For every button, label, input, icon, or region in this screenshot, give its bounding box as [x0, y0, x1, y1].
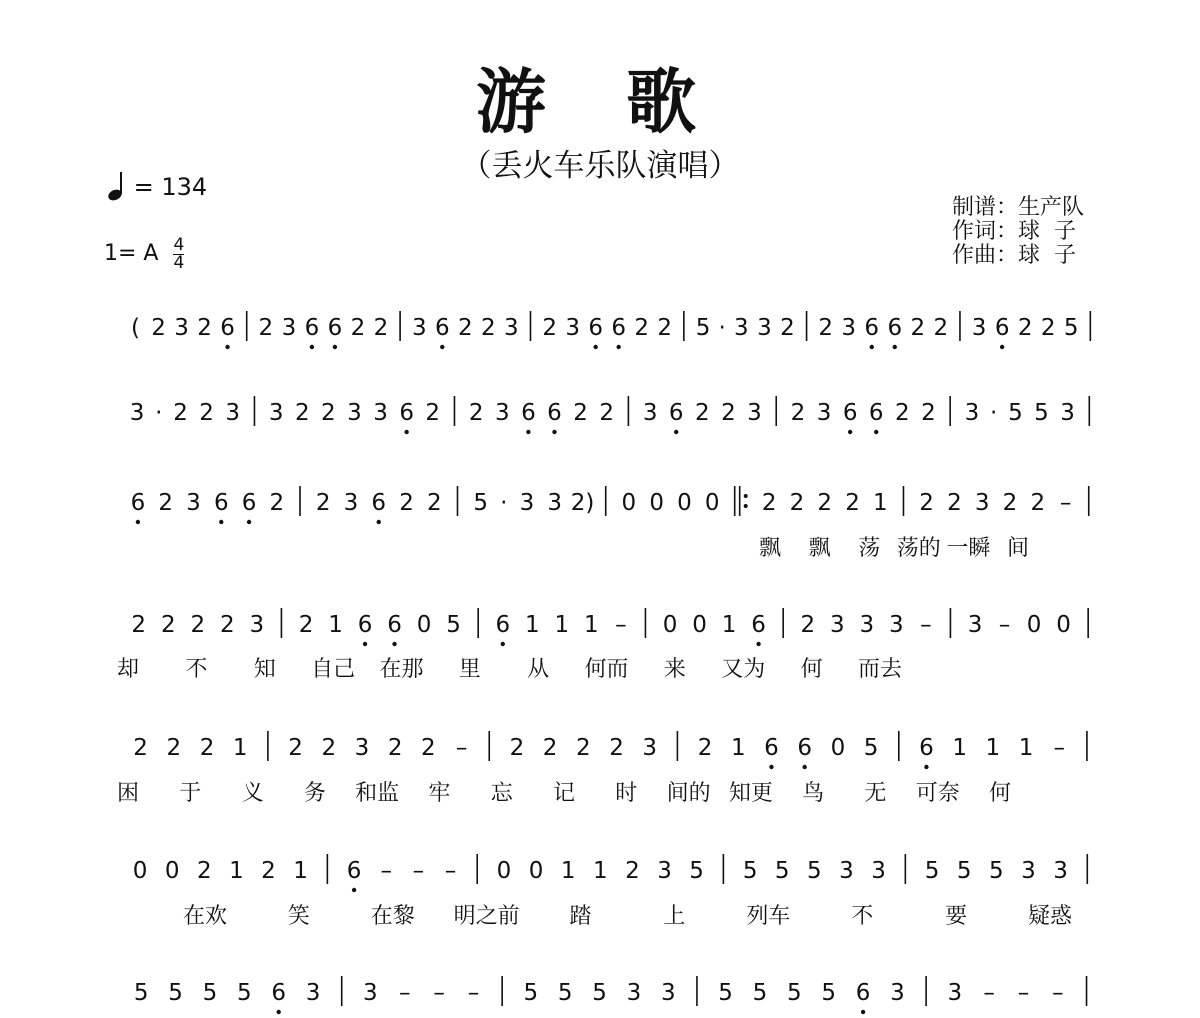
score-note: 0 [692, 612, 707, 638]
score-note: 5 [523, 980, 539, 1006]
score-note: 5 [821, 980, 837, 1006]
lyric-word: 而去 [857, 657, 903, 682]
score-note: 2 [315, 490, 331, 516]
dash-extension: – [380, 858, 392, 884]
score-note: 3 [890, 980, 905, 1006]
lyric-word: 无 [864, 781, 887, 806]
time-signature-bottom: 4 [173, 252, 185, 273]
score-note: 3 [971, 315, 987, 341]
score-note: 6 [868, 400, 884, 426]
score-note: 2 [421, 735, 436, 761]
arranger-credit: 制谱：生产队 [952, 195, 1085, 220]
score-note: 0 [704, 490, 720, 516]
score-note: 6 [220, 315, 235, 341]
score-note: 5 [202, 980, 218, 1006]
score-note: 2 [190, 612, 206, 638]
score-note: 5 [752, 980, 768, 1006]
score-note: 2 [288, 735, 303, 761]
low-octave-dot [874, 430, 878, 434]
lyric-word: 自己 [311, 657, 356, 682]
score-note: 2 [895, 400, 910, 426]
score-note: 2 [789, 490, 805, 516]
score-note: 6 [764, 735, 779, 761]
score-note: 2 [921, 400, 936, 426]
score-note: 2 [321, 400, 336, 426]
score-note: 5 [988, 858, 1004, 884]
score-note: 1 [232, 735, 248, 761]
lyric-word: 于 [179, 781, 202, 806]
score-note: 2 [573, 400, 588, 426]
score-note: 2 [427, 490, 442, 516]
score-note: 2 [634, 315, 649, 341]
song-title: 游 歌 [475, 61, 725, 143]
score-note: 0 [132, 858, 148, 884]
score-note: 6 [346, 858, 362, 884]
score-note: 2 [373, 315, 389, 341]
score-note: 0 [662, 612, 678, 638]
score-note: 2 [599, 400, 614, 426]
low-octave-dot [848, 430, 852, 434]
score-note: 2 [197, 315, 212, 341]
score-note: 2 [609, 735, 624, 761]
score-note: 2 [910, 315, 926, 341]
score-note: 5 [1008, 400, 1023, 426]
low-octave-dot [893, 345, 897, 349]
score-note: 2 [133, 735, 148, 761]
lyric-word: 在那 [379, 657, 424, 682]
lyric-word: 在欢 [182, 904, 228, 929]
score-note: 3 [974, 490, 990, 516]
score-note: 5 [236, 980, 252, 1006]
score-note: 2 [761, 490, 777, 516]
score-note: 3 [249, 612, 265, 638]
score-note: 6 [797, 735, 813, 761]
augmentation-dot: · [989, 400, 998, 426]
score-note: 1 [554, 612, 570, 638]
score-note: 2 [947, 490, 962, 516]
score-note: 2) [570, 490, 595, 516]
score-note: 2 [933, 315, 949, 341]
score-note: 2 [480, 315, 496, 341]
score-note: 2 [468, 400, 484, 426]
tempo-value: = 134 [133, 173, 208, 201]
score-note: 2 [817, 490, 833, 516]
score-note: 5 [446, 612, 461, 638]
score-note: 3 [363, 980, 378, 1006]
score-note: 3 [657, 858, 672, 884]
lyric-word: 何 [800, 657, 823, 682]
lyric-word: 上 [663, 904, 686, 929]
score-note: 3 [503, 315, 519, 341]
lyric-word: 困 [116, 781, 140, 806]
score-note: 2 [387, 735, 403, 761]
score-note: 6 [919, 735, 934, 761]
score-note: 3 [1021, 858, 1036, 884]
score-note: 5 [924, 858, 940, 884]
lyric-word: 要 [945, 904, 968, 929]
score-note: 2 [1040, 315, 1056, 341]
score-note: 1 [721, 612, 737, 638]
score-note: 1 [1018, 735, 1034, 761]
score-note: 2 [350, 315, 366, 341]
score-note: 2 [131, 612, 147, 638]
lyric-word: 明之前 [453, 904, 520, 929]
score-note: 5 [774, 858, 790, 884]
score-note: 1 [985, 735, 1001, 761]
low-octave-dot [756, 642, 760, 646]
score-note: 3 [411, 315, 427, 341]
score-note: 5 [1063, 315, 1079, 341]
score-note: 6 [357, 612, 373, 638]
dash-extension: – [444, 858, 457, 884]
score-note: 3 [757, 315, 772, 341]
score-note: 6 [751, 612, 766, 638]
low-octave-dot [276, 1010, 280, 1014]
score-note: 2 [199, 735, 215, 761]
score-note: 5 [742, 858, 758, 884]
score-note: 2 [625, 858, 640, 884]
low-octave-dot [1000, 345, 1004, 349]
lyricist-credit: 作词：球 子 [952, 219, 1076, 244]
augmentation-dot: · [718, 315, 726, 341]
score-note: 6 [864, 315, 880, 341]
low-octave-dot [802, 765, 806, 769]
score-note: 5 [133, 980, 149, 1006]
score-note: 6 [434, 315, 450, 341]
score-note: 5 [695, 315, 711, 341]
score-note: 6 [371, 490, 387, 516]
score-note: 2 [509, 735, 525, 761]
score-note: 2 [199, 400, 214, 426]
score-note: 3 [343, 490, 359, 516]
lyric-word: 牢 [428, 781, 451, 806]
score-note: 3 [347, 400, 362, 426]
score-note: 1 [524, 612, 540, 638]
score-note: 6 [521, 400, 536, 426]
score-note: 6 [994, 315, 1010, 341]
dash-extension: – [467, 980, 480, 1006]
score-note: 5 [863, 735, 879, 761]
score-note: 0 [528, 858, 544, 884]
score-note: 1 [952, 735, 967, 761]
score-note: 3 [494, 400, 510, 426]
score-note: 3 [373, 400, 388, 426]
score-note: 6 [588, 315, 603, 341]
score-note: 6 [327, 315, 343, 341]
score-note: 2 [542, 315, 557, 341]
score-note: 3 [964, 400, 980, 426]
score-note: 2 [160, 612, 176, 638]
score-note: 3 [565, 315, 580, 341]
low-octave-dot [861, 1010, 865, 1014]
low-octave-dot [552, 430, 556, 434]
lyric-word: 知 [253, 657, 276, 682]
lyric-word: 里 [458, 657, 481, 682]
lyric-word: 却 [116, 657, 140, 682]
score-note: 3 [281, 315, 297, 341]
lyric-word: 间的 [666, 781, 711, 806]
score-note: 2 [1030, 490, 1046, 516]
score-note: 2 [425, 400, 441, 426]
score-note: 2 [219, 612, 235, 638]
lyric-word: 时 [615, 781, 638, 806]
score-note: 0 [1026, 612, 1042, 638]
score-note: 1 [293, 858, 308, 884]
score-note: 3 [947, 980, 963, 1006]
lyric-word: 记 [552, 781, 576, 806]
score-note: 2 [780, 315, 795, 341]
lyric-word: 知更 [728, 781, 773, 806]
lyric-word: 务 [303, 781, 326, 806]
score-note: 3 [859, 612, 875, 638]
score-note: 6 [547, 400, 562, 426]
score-note: 1 [584, 612, 599, 638]
score-note: 3 [174, 315, 189, 341]
score-note: 1 [730, 735, 746, 761]
dash-extension: – [433, 980, 445, 1006]
score-note: 2 [196, 858, 212, 884]
low-octave-dot [440, 345, 444, 349]
score-note: 3 [871, 858, 886, 884]
key-label: 1= A [104, 241, 159, 266]
lyric-word: 何 [988, 781, 1012, 806]
low-octave-dot [526, 430, 530, 434]
low-octave-dot [377, 520, 381, 524]
score-note: 6 [855, 980, 871, 1006]
score-note: 3 [225, 400, 241, 426]
score-note: 5 [689, 858, 704, 884]
score-note: 3 [1060, 400, 1075, 426]
lyric-word: 不 [851, 904, 874, 929]
low-octave-dot [363, 642, 367, 646]
score-note: 6 [887, 315, 903, 341]
low-octave-dot [501, 642, 505, 646]
score-note: 0 [677, 490, 692, 516]
score-note: 3 [268, 400, 284, 426]
score-note: 0 [416, 612, 432, 638]
score-note: 2 [919, 490, 934, 516]
low-octave-dot [870, 345, 874, 349]
score-note: 5 [787, 980, 802, 1006]
score-note: 2 [399, 490, 414, 516]
score-note: 2 [542, 735, 558, 761]
score-note: 3 [547, 490, 563, 516]
lyric-word: 踏 [569, 904, 592, 929]
score-note: 1 [229, 858, 244, 884]
score-note: 0 [1056, 612, 1071, 638]
score-note: 5 [592, 980, 607, 1006]
score-note: 6 [304, 315, 320, 341]
score-note: 2 [151, 315, 166, 341]
score-note: 2 [845, 490, 860, 516]
dash-extension: – [998, 612, 1011, 638]
score-note: 2 [261, 858, 276, 884]
dash-extension: – [455, 735, 468, 761]
low-octave-dot [247, 520, 251, 524]
lyric-word: 间 [1006, 536, 1030, 561]
score-note: 6 [399, 400, 414, 426]
score-note: 2 [298, 612, 314, 638]
score-note: 3 [642, 735, 658, 761]
lyric-word: 飘 [808, 536, 831, 561]
score-note: 3 [967, 612, 983, 638]
low-octave-dot [333, 345, 337, 349]
dash-extension: – [615, 612, 627, 638]
score-note: 0 [164, 858, 180, 884]
score-note: 3 [354, 735, 370, 761]
lyric-word: 飘 [758, 536, 782, 561]
score-note: 1 [592, 858, 608, 884]
augmentation-dot: · [500, 490, 508, 516]
score-note: 3 [626, 980, 642, 1006]
score-note: 5 [168, 980, 183, 1006]
score-note: 6 [668, 400, 684, 426]
lyric-word: 列车 [746, 904, 791, 929]
dash-extension: – [920, 612, 932, 638]
score-note: 2 [694, 400, 710, 426]
score-note: 2 [697, 735, 713, 761]
lyric-word: 忘 [490, 781, 513, 806]
score-note: 6 [271, 980, 287, 1006]
score-note: 3 [734, 315, 749, 341]
augmentation-dot: · [155, 400, 163, 426]
low-octave-dot [225, 345, 229, 349]
score-note: 3 [747, 400, 762, 426]
score-note: 2 [721, 400, 736, 426]
score-note: 3 [839, 858, 854, 884]
score-note: 1 [560, 858, 576, 884]
score-note: 3 [642, 400, 658, 426]
low-octave-dot [392, 642, 396, 646]
score-note: 6 [130, 490, 146, 516]
score-note: 5 [718, 980, 733, 1006]
score-note: 3 [1053, 858, 1068, 884]
score-note: 3 [519, 490, 535, 516]
lyric-word: 可奈 [915, 781, 960, 806]
lyric-word: 在黎 [370, 904, 415, 929]
score-note: 2 [657, 315, 673, 341]
dash-extension: – [1017, 980, 1030, 1006]
low-octave-dot [593, 345, 597, 349]
score-note: 0 [621, 490, 637, 516]
score-note: 5 [473, 490, 488, 516]
score-note: 2 [576, 735, 591, 761]
score-note: 3 [816, 400, 832, 426]
low-octave-dot [219, 520, 223, 524]
score-note: 2 [158, 490, 174, 516]
lyric-word: 又为 [721, 657, 766, 682]
score-note: 6 [387, 612, 402, 638]
low-octave-dot [404, 430, 408, 434]
score-note: 2 [457, 315, 473, 341]
lyric-word: 一瞬 [946, 536, 991, 561]
score-note: 1 [872, 490, 888, 516]
dash-extension: – [983, 980, 995, 1006]
composer-credit: 作曲：球 子 [952, 243, 1076, 268]
score-note: 2 [1002, 490, 1018, 516]
score-note: 6 [213, 490, 229, 516]
score-note: 5 [956, 858, 972, 884]
score-note: 0 [830, 735, 846, 761]
score-note: 6 [495, 612, 511, 638]
low-octave-dot [310, 345, 314, 349]
score-note: 2 [818, 315, 834, 341]
score-note: 5 [1034, 400, 1049, 426]
score-note: 5 [807, 858, 822, 884]
lyric-word: 荡的 [896, 536, 941, 561]
score-note: 1 [328, 612, 343, 638]
score-note: 3 [888, 612, 904, 638]
score-note: 2 [294, 400, 310, 426]
low-octave-dot [924, 765, 928, 769]
score-note: 3 [660, 980, 676, 1006]
time-signature-top: 4 [173, 234, 185, 255]
dash-extension: – [398, 980, 411, 1006]
score-note: 2 [258, 315, 274, 341]
score-note: 0 [496, 858, 512, 884]
score-note: 2 [269, 490, 285, 516]
performer-subtitle: （丢火车乐队演唱） [460, 148, 740, 184]
score-note: 0 [649, 490, 664, 516]
dash-extension: – [412, 858, 425, 884]
lyric-word: 疑惑 [1027, 904, 1073, 929]
score-note: 2 [173, 400, 188, 426]
score-note: 3 [841, 315, 857, 341]
score-note: ( [131, 315, 140, 341]
lyric-word: 和监 [355, 781, 400, 806]
lyric-word: 鸟 [802, 781, 825, 806]
low-octave-dot [352, 888, 356, 892]
score-note: 6 [241, 490, 257, 516]
lyric-word: 义 [241, 781, 264, 806]
dash-extension: – [1052, 980, 1064, 1006]
lyric-word: 来 [663, 657, 686, 682]
score-note: 3 [186, 490, 201, 516]
low-octave-dot [136, 520, 140, 524]
dash-extension: – [1059, 490, 1072, 516]
score-note: 3 [129, 400, 145, 426]
lyric-word: 不 [185, 657, 208, 682]
low-octave-dot [616, 345, 620, 349]
lyric-word: 荡 [858, 536, 881, 561]
score-note: 2 [800, 612, 816, 638]
score-note: 6 [842, 400, 858, 426]
score-note: 3 [305, 980, 321, 1006]
score-note: 2 [1017, 315, 1033, 341]
score-note: 2 [166, 735, 182, 761]
low-octave-dot [674, 430, 678, 434]
repeat-start-sign [735, 486, 748, 516]
score-note: 2 [790, 400, 806, 426]
score-note: 5 [557, 980, 573, 1006]
low-octave-dot [769, 765, 773, 769]
dash-extension: – [1053, 735, 1066, 761]
lyric-word: 从 [527, 657, 550, 682]
lyric-word: 何而 [584, 657, 629, 682]
score-note: 2 [321, 735, 337, 761]
lyric-word: 笑 [287, 904, 310, 929]
score-note: 6 [611, 315, 626, 341]
score-note: 3 [829, 612, 845, 638]
